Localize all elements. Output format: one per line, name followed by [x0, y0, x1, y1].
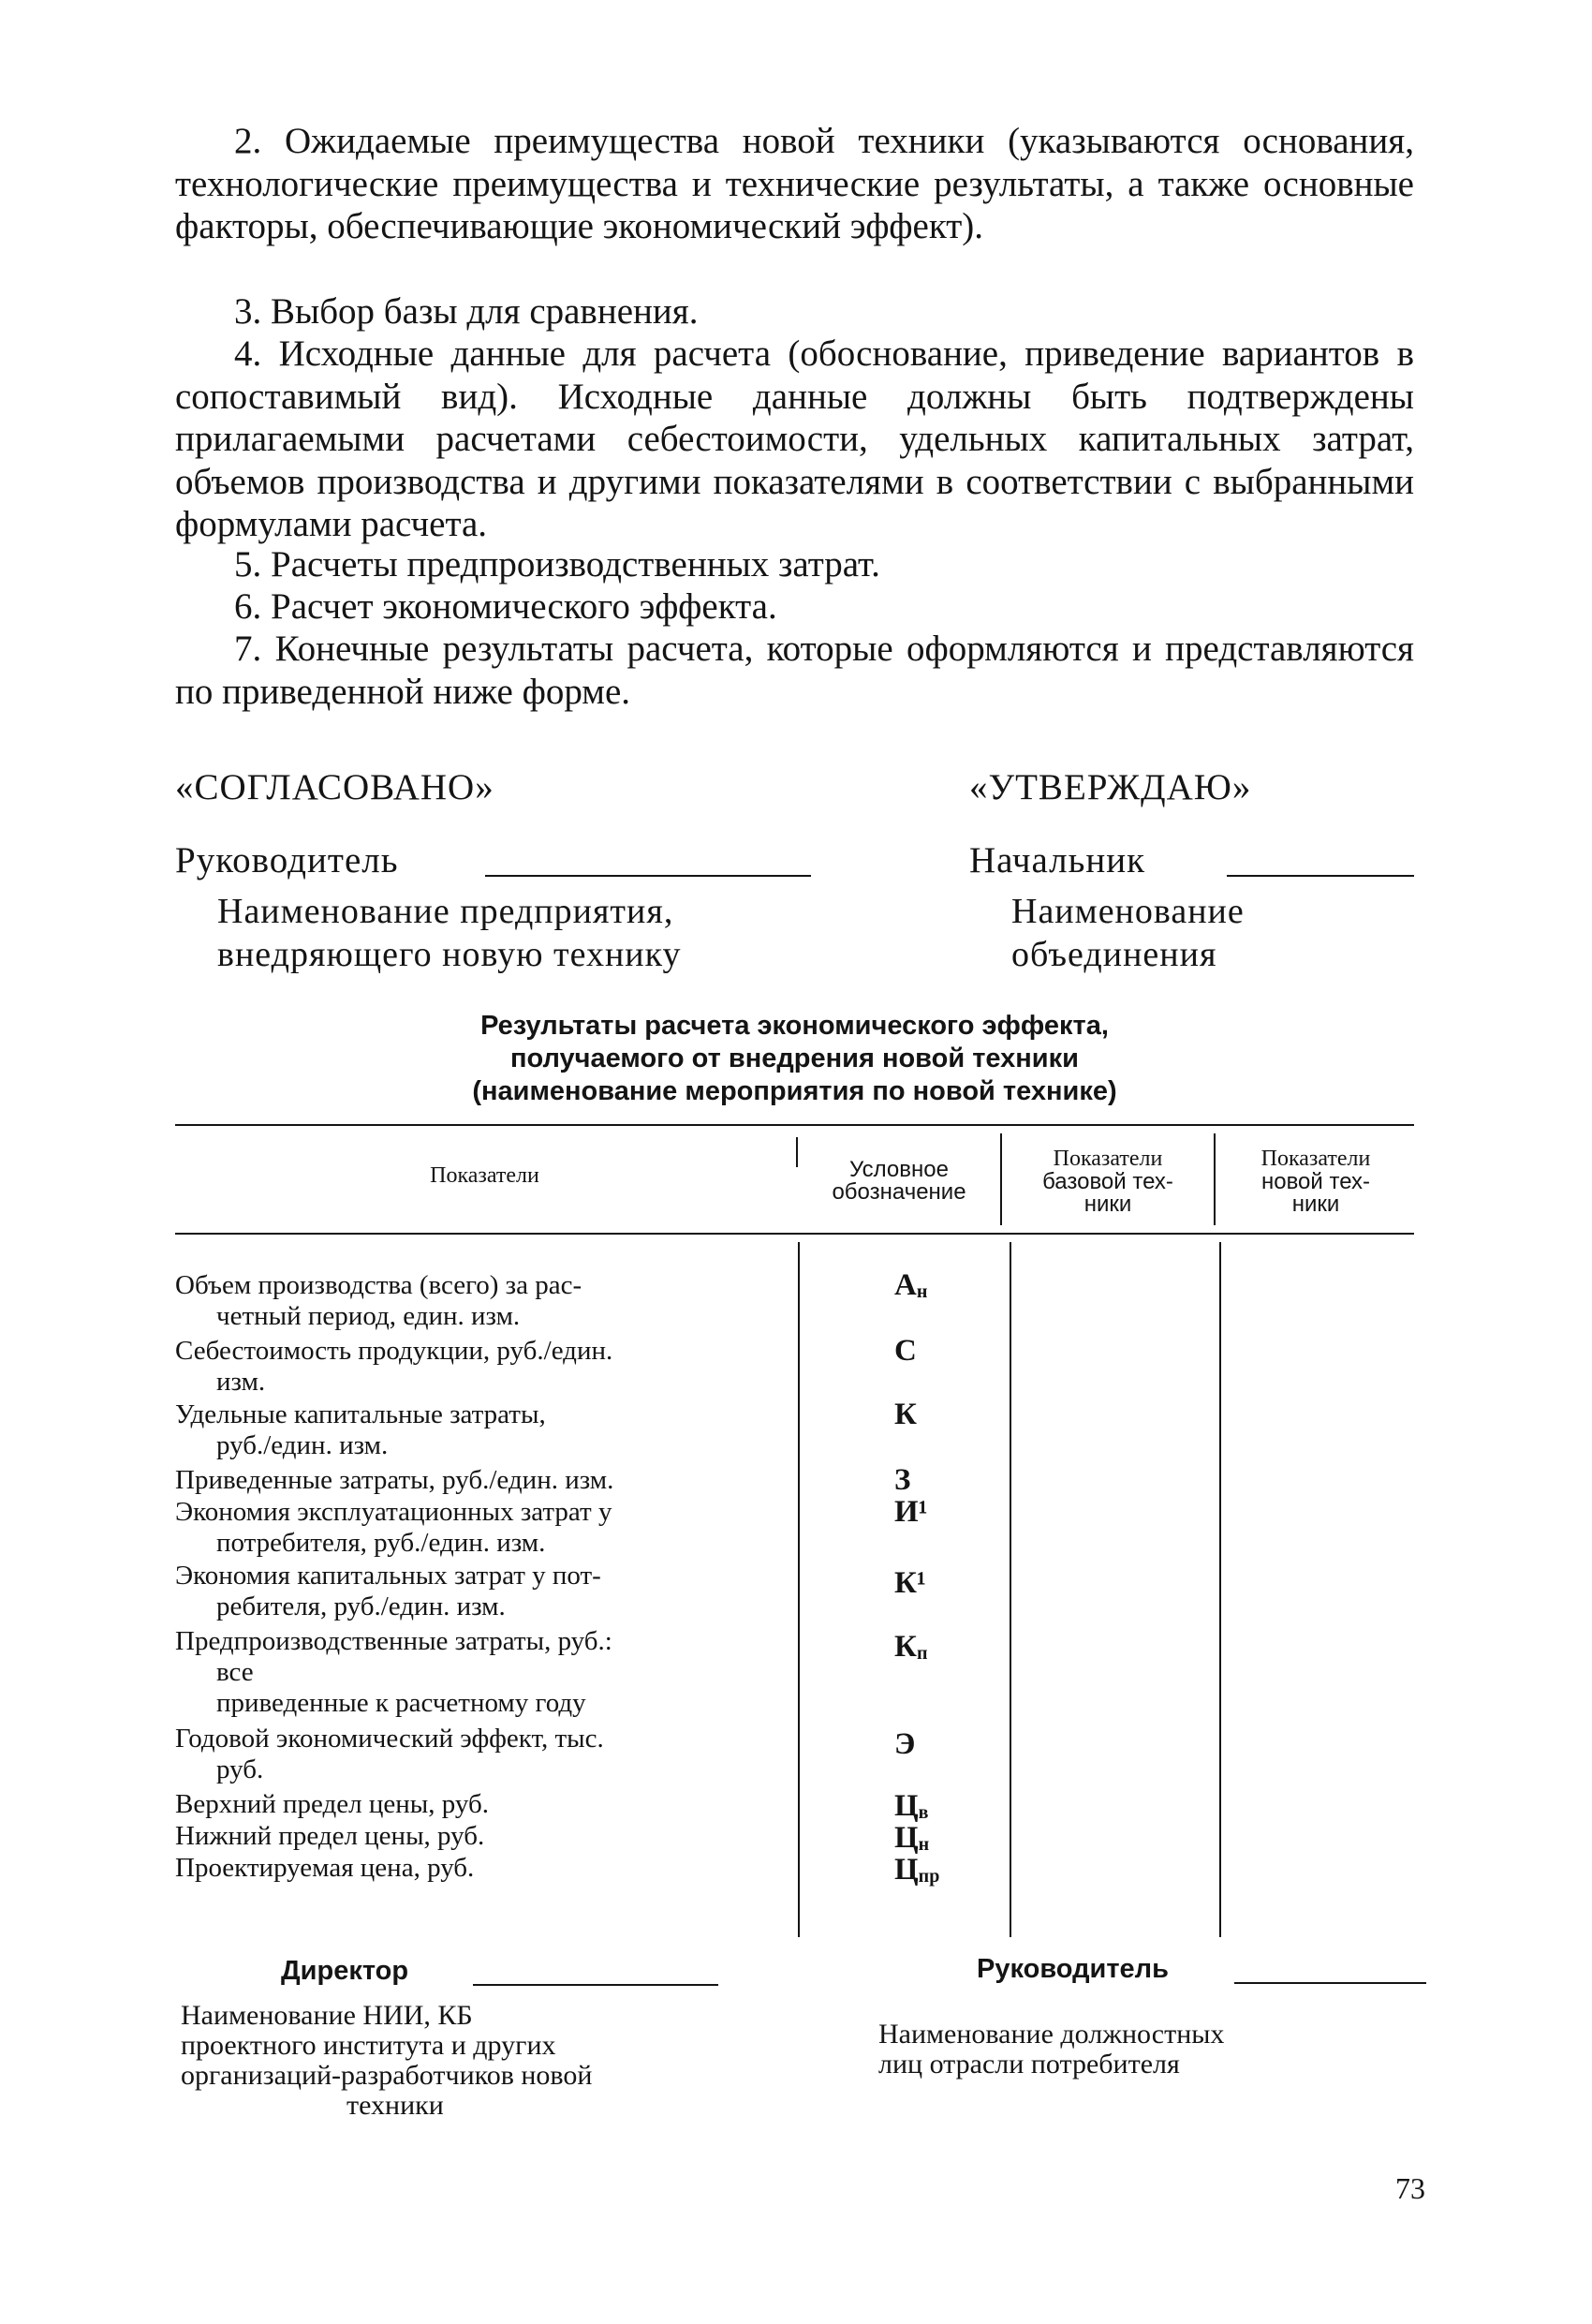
row-6-symbol — [894, 1566, 926, 1601]
header-divider-2 — [1000, 1133, 1002, 1225]
approval-right-signature-line — [1227, 875, 1414, 877]
header-indicators: Показатели — [430, 1163, 539, 1188]
header-divider-1 — [796, 1137, 798, 1167]
row-11-symbol — [894, 1853, 939, 1887]
approval-left-signature-line — [485, 875, 811, 877]
page-number: 73 — [1395, 2171, 1425, 2205]
row-11-label-line-1: Проектируемая цена, руб. — [175, 1853, 475, 1883]
row-7-label — [175, 1626, 765, 1719]
header-new-1: Показатели — [1260, 1147, 1371, 1171]
paragraph-3: 3. Выбор базы для сравнения. — [234, 291, 699, 332]
signature-director-sub-3: организаций-разработчиков новой — [181, 2060, 593, 2091]
row-6-label-line-1: Экономия капитальных затрат у пот- — [175, 1561, 601, 1591]
row-3-label — [175, 1399, 765, 1461]
approval-right-role: Начальник — [969, 840, 1146, 881]
row-10-symbol — [894, 1821, 929, 1856]
paragraph-7: 7. Конечные результаты расчета, которые оформляются и представляются по приведенной ниже форме. — [175, 629, 1414, 712]
header-symbol-1: Условное — [849, 1157, 949, 1182]
paragraph-4: 4. Исходные данные для расчета (обоснование, приведение вариантов в сопоставимый вид). Исходные данные должны быть подтверждены прилагаемыми расчетами себестоимости, удельных капитальных затрат, объемов производства и другими показателями в соответствии с выбранными формулами расчета. — [175, 333, 1414, 544]
header-new-3: ники — [1291, 1192, 1340, 1217]
row-4-label-line-1: Приведенные затраты, руб./един. изм. — [175, 1465, 614, 1495]
row-7-label-line-3: приведенные к расчетному году — [216, 1688, 586, 1718]
row-10-label — [175, 1821, 765, 1852]
row-9-label-line-1: Верхний предел цены, руб. — [175, 1789, 490, 1819]
row-6-symbol-main: К¹ — [894, 1566, 926, 1600]
row-7-symbol-main: К — [894, 1630, 917, 1664]
row-4-label — [175, 1465, 765, 1496]
row-11-symbol-sub: пр — [918, 1866, 940, 1887]
body-divider-3 — [1219, 1242, 1221, 1937]
row-9-symbol-main: Ц — [894, 1789, 919, 1823]
approval-right-title: «УТВЕРЖДАЮ» — [969, 767, 1252, 807]
row-6-label — [175, 1561, 765, 1622]
table-title-line-2: получаемого от внедрения новой техники — [510, 1044, 1079, 1073]
row-7-label-line-1: Предпроизводственные затраты, руб.: — [175, 1626, 612, 1656]
signature-director-title: Директор — [281, 1956, 409, 1986]
row-8-label-line-2: руб. — [216, 1754, 264, 1784]
row-1-label-line-2: четный период, един. изм. — [216, 1301, 521, 1331]
row-1-label — [175, 1270, 765, 1332]
row-2-label — [175, 1336, 765, 1398]
row-9-symbol — [894, 1789, 928, 1824]
row-4-symbol — [894, 1463, 910, 1498]
approval-left-role: Руководитель — [175, 840, 399, 881]
row-2-symbol-main: С — [894, 1334, 917, 1368]
row-11-symbol-main: Ц — [894, 1853, 919, 1887]
paragraph-2: 2. Ожидаемые преимущества новой техники (указываются основания, технологические преимущества и технические результаты, а также основные факторы, обеспечивающие экономический эффект). — [175, 121, 1414, 246]
row-1-symbol-sub: н — [916, 1281, 928, 1302]
table-top-rule — [175, 1124, 1414, 1126]
approval-left-subtitle-1: Наименование предприятия, — [217, 892, 674, 931]
row-1-symbol — [894, 1268, 927, 1303]
row-1-label-line-1: Объем производства (всего) за рас- — [175, 1270, 582, 1300]
signature-head-title: Руководитель — [977, 1954, 1169, 1984]
signature-director-sub-1: Наименование НИИ, КБ — [181, 2000, 473, 2031]
row-8-label — [175, 1724, 765, 1785]
table-title-line-3: (наименование мероприятия по новой технике) — [472, 1076, 1117, 1106]
header-base-2: базовой тех- — [1042, 1169, 1173, 1194]
signature-head-line — [1234, 1982, 1426, 1984]
row-3-symbol-main: К — [894, 1398, 917, 1431]
approval-left-subtitle-2: внедряющего новую технику — [217, 935, 682, 974]
approval-right-subtitle-2: объединения — [1011, 935, 1217, 974]
signature-director-line — [473, 1984, 718, 1986]
row-5-label-line-1: Экономия эксплуатационных затрат у — [175, 1497, 612, 1527]
table-title-line-1: Результаты расчета экономического эффекта, — [480, 1011, 1109, 1041]
row-10-label-line-1: Нижний предел цены, руб. — [175, 1821, 485, 1851]
header-new-2: новой тех- — [1260, 1169, 1371, 1194]
row-10-symbol-sub: н — [918, 1834, 930, 1855]
row-5-symbol-main: И¹ — [894, 1495, 928, 1529]
body-divider-2 — [1010, 1242, 1011, 1937]
signature-head-sub-1: Наименование должностных — [878, 2019, 1225, 2050]
table-header-rule — [175, 1233, 1414, 1235]
row-10-symbol-main: Ц — [894, 1821, 919, 1855]
row-7-symbol — [894, 1630, 927, 1665]
row-3-label-line-1: Удельные капитальные затраты, — [175, 1399, 546, 1429]
row-8-label-line-1: Годовой экономический эффект, тыс. — [175, 1724, 604, 1754]
row-2-symbol — [894, 1334, 917, 1369]
row-9-label — [175, 1789, 765, 1820]
row-2-label-line-2: изм. — [216, 1367, 266, 1397]
header-base-1: Показатели — [1053, 1147, 1163, 1171]
row-5-symbol — [894, 1495, 928, 1530]
approval-left-title: «СОГЛАСОВАНО» — [175, 767, 494, 807]
row-6-label-line-2: ребителя, руб./един. изм. — [216, 1591, 506, 1621]
header-base-3: ники — [1083, 1192, 1132, 1217]
row-8-symbol-main: Э — [894, 1727, 916, 1761]
approval-right-subtitle-1: Наименование — [1011, 892, 1245, 931]
row-2-label-line-1: Себестоимость продукции, руб./един. — [175, 1336, 613, 1366]
row-11-label — [175, 1853, 765, 1884]
row-4-symbol-main: З — [894, 1463, 911, 1497]
signature-head-sub-2: лиц отрасли потребителя — [878, 2049, 1180, 2080]
signature-director-sub-2: проектного института и других — [181, 2030, 556, 2061]
row-1-symbol-main: А — [894, 1268, 917, 1302]
row-3-symbol — [894, 1398, 917, 1432]
body-divider-1 — [798, 1242, 800, 1937]
row-7-symbol-sub: п — [916, 1643, 928, 1664]
header-symbol-2: обозначение — [832, 1179, 966, 1205]
row-3-label-line-2: руб./един. изм. — [216, 1430, 389, 1460]
paragraph-5: 5. Расчеты предпроизводственных затрат. — [234, 544, 880, 585]
header-divider-3 — [1214, 1133, 1216, 1225]
row-8-symbol — [894, 1727, 915, 1762]
signature-director-sub-4: техники — [346, 2090, 444, 2121]
row-5-label — [175, 1497, 765, 1559]
row-9-symbol-sub: в — [918, 1802, 929, 1823]
paragraph-6: 6. Расчет экономического эффекта. — [234, 586, 777, 627]
row-5-label-line-2: потребителя, руб./един. изм. — [216, 1528, 546, 1558]
row-7-label-line-2: все — [216, 1657, 254, 1687]
